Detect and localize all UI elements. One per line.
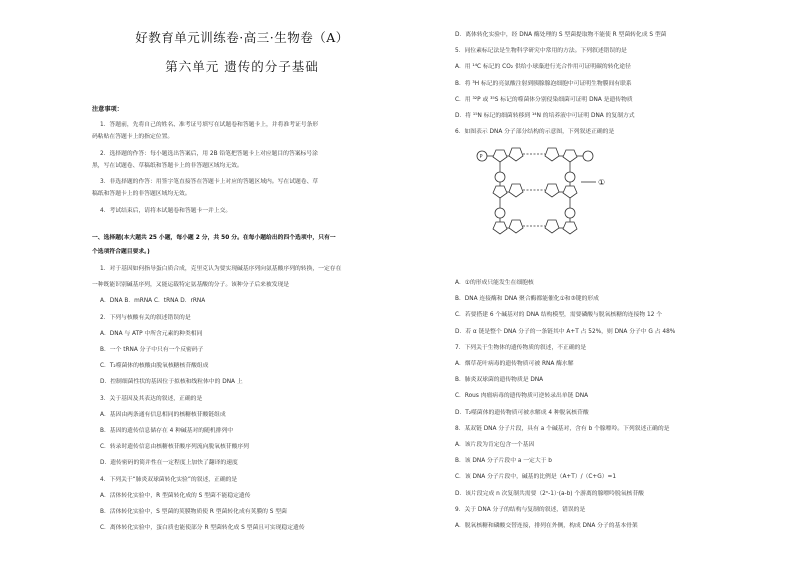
question-line: B．活体转化实验中，S 型菌的荚膜物质使 R 型菌转化成有荚膜的 S 型菌 (100, 509, 287, 515)
question-line: A．用 ¹⁴C 标记的 CO₂ 供给小球藻进行光合作用可证明碳的转化途径 (455, 64, 631, 71)
question-line: B．DNA 连接酶和 DNA 聚合酶都能催化①和③键的形成 (455, 296, 599, 303)
question-line: A．DNA B．mRNA C．tRNA D．rRNA (100, 298, 206, 305)
question-line: A．DNA 与 ATP 中所含元素的种类相同 (100, 330, 203, 337)
page-title: 好教育单元训练卷·高三·生物卷（A） (135, 30, 349, 45)
question-line: C．用 ³²P 或 ³⁵S 标记的噬菌体分别侵染细菌可证明 DNA 是遗传物质 (455, 96, 633, 103)
notice-item: 1．答题前，先将自己的姓名、准考证号填写在试题卷和答题卡上，并将准考证号条形 (100, 122, 319, 128)
question-line: D．遗传密码的简并性在一定程度上加快了翻译的速度 (100, 460, 238, 467)
question-line: 9．关于 DNA 分子的结构与复制的叙述，错误的是 (455, 506, 586, 513)
svg-text:P: P (479, 154, 483, 160)
question-line: B．一个 tRNA 分子中只有一个反密码子 (100, 347, 204, 353)
notice-item: 2．选择题的作答：每小题选出答案后，用 2B 铅笔把答题卡上对应题目的答案标号涂 (100, 150, 318, 157)
question-line: 6．如图表示 DNA 分子部分结构的示意图，下列叙述正确的是 (455, 129, 615, 136)
question-line: D．若 α 链是整个 DNA 分子的一条链其中 A+T 占 52%，则 DNA 分子中 G 占 48% (455, 328, 676, 335)
question-line: A．①的形成只能发生在细胞核 (455, 280, 534, 286)
question-line: 8．某双链 DNA 分子片段，具有 a 个碱基对，含有 b 个腺嘌呤。下列叙述正确的是 (455, 425, 670, 432)
question-line: C．该 DNA 分子片段中，碱基的比例是（A+T）/（C+G）=1 (455, 474, 617, 481)
question-line: C．Rous 肉瘤病毒的遗传物质可逆转录出单链 DNA (455, 393, 589, 400)
question-line: C．转录时遗传信息由核糖核苷酸序列流向脱氧核苷酸序列 (100, 444, 249, 451)
question-line: D．将 ¹⁵N 标记的细菌转移到 ¹⁴N 的培养液中可证明 DNA 的复制方式 (455, 113, 635, 119)
notice-item: 稿纸和答题卡上的非答题区域均无效。 (92, 191, 191, 197)
question-line: 5．同位素标记法是生物科学研究中常用的方法。下列叙述错误的是 (455, 48, 627, 55)
question-line: 1．对于基因如何指导蛋白质合成，克里克认为要实现碱基序列向氨基酸序列的转换，一定存在 (100, 266, 342, 272)
question-line: D．T₂噬菌体的遗传物质可被水解成 4 种脱氧核苷酸 (455, 409, 589, 416)
unit-title: 第六单元 遗传的分子基础 (165, 59, 319, 74)
figure-label-1: ① (598, 178, 606, 187)
question-line: C．T₂噬菌体的核酸由脱氧核糖核苷酸组成 (100, 363, 209, 370)
section-heading-cont: 个选项符合题目要求。) (92, 249, 150, 255)
question-line: 一种既能识别碱基序列，又能运载特定氨基酸的分子。该种分子后来被发现是 (92, 282, 290, 289)
question-line: 2．下列与核酸有关的叙述错误的是 (100, 314, 191, 321)
question-line: B．肺炎双球菌的遗传物质是 DNA (455, 377, 544, 384)
question-line: B．将 ³H 标记的亮氨酸注射到胰腺腺泡细胞中可证明生物膜间有联系 (455, 80, 632, 87)
dna-structure-figure (468, 142, 618, 247)
question-line: A．脱氧核糖和磷酸交替连接，排列在外侧，构成 DNA 分子的基本骨架 (455, 523, 638, 529)
question-line: A．基因由两条通有信息相同的核糖核苷酸链组成 (100, 411, 226, 418)
question-line: B．基因的遗传信息储存在 4 种碱基对的随机排列中 (100, 428, 234, 434)
question-line: 3．关于基因及其表达的叙述，正确的是 (100, 395, 203, 402)
notice-heading: 注意事项： (92, 106, 123, 113)
question-line: A．烟草花叶病毒的遗传物质可被 RNA 酶水解 (455, 361, 574, 367)
question-line: C．若要搭建 6 个碱基对的 DNA 结构模型，需要磷酸与脱氧核糖的连接物 12 个 (455, 312, 663, 319)
question-line: A．活体转化实验中，R 型菌转化成的 S 型菌不能稳定遗传 (100, 492, 251, 499)
question-line: 7．下列关于生物体的遗传物质的叙述，不正确的是 (455, 344, 587, 351)
question-line: D．离体转化实验中，经 DNA 酶处理的 S 型菌提取物不能使 R 型菌转化成 S 型菌 (455, 32, 667, 38)
question-line: B．该 DNA 分子片段中 a 一定大于 b (455, 458, 552, 465)
question-line: C．离体转化实验中，蛋白质也能使部分 R 型菌转化成 S 型菌且可实现稳定遗传 (100, 525, 305, 532)
question-line: D．控制细菌性状的基因位于拟核和线粒体中的 DNA 上 (100, 379, 243, 386)
notice-item: 码粘贴在答题卡上的指定位置。 (92, 134, 174, 140)
notice-item: 3．非选择题的作答：用签字笔直接答在答题卡上对应的答题区域内。写在试题卷、草 (100, 179, 319, 185)
section-heading: 一、选择题(本大题共 25 小题，每小题 2 分，共 50 分。在每小题给出的四个选项中，只有一 (92, 235, 336, 241)
notice-item: 4．考试结束后，请将本试题卷和答题卡一并上交。 (100, 207, 232, 214)
question-line: A．该片段为肯定包含一个基因 (455, 442, 535, 448)
question-line: D．该片段完成 n 次复制共需要（2ⁿ-1）·(a-b) 个游离的腺嘌呤脱氧核苷酸 (455, 490, 644, 497)
notice-item: 黑，写在试题卷、草稿纸和答题卡上的非答题区域均无效。 (92, 162, 243, 169)
question-line: 4．下列关于“肺炎双球菌转化实验”的叙述，正确的是 (100, 476, 238, 483)
